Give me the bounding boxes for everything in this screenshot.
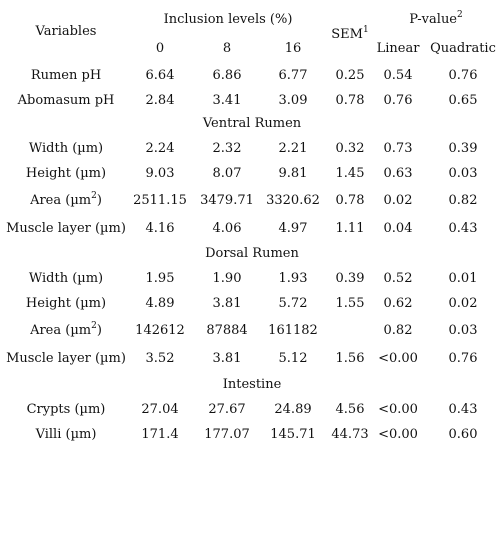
sem-value: 4.56 — [335, 402, 365, 417]
value-level-0: 4.89 — [145, 296, 175, 311]
value-level-0: 2.84 — [145, 93, 175, 108]
section-heading: Dorsal Rumen — [205, 246, 299, 261]
value-level-8: 2.32 — [212, 141, 242, 156]
section-heading: Ventral Rumen — [202, 116, 302, 131]
sem-value: 0.39 — [335, 271, 365, 286]
linear-value: <0.00 — [378, 351, 418, 366]
value-level-16: 5.12 — [278, 351, 308, 366]
value-level-16: 9.81 — [278, 166, 308, 181]
row-label: Area (µm$^2$) — [30, 191, 102, 208]
linear-value: 0.54 — [383, 68, 413, 83]
sem-value: 0.78 — [335, 93, 365, 108]
linear-value: 0.82 — [383, 323, 413, 338]
value-level-0: 142612 — [135, 323, 185, 338]
value-level-8: 3.81 — [212, 351, 242, 366]
value-level-8: 27.67 — [208, 402, 246, 417]
linear-value: 0.76 — [383, 93, 413, 108]
value-level-0: 2.24 — [145, 141, 175, 156]
quadratic-value: 0.03 — [448, 323, 478, 338]
quadratic-value: 0.43 — [448, 402, 478, 417]
value-level-0: 4.16 — [145, 221, 175, 236]
row-label: Area (µm$^2$) — [30, 321, 102, 338]
row-label: Height (µm) — [25, 166, 107, 181]
quadratic-value: 0.82 — [448, 193, 478, 208]
pvalue-footnote: 2 — [457, 10, 463, 20]
quadratic-value: 0.03 — [448, 166, 478, 181]
sem-value: 1.55 — [335, 296, 365, 311]
row-label: Height (µm) — [25, 296, 107, 311]
quadratic-value: 0.65 — [448, 93, 478, 108]
sem-value: 0.78 — [335, 193, 365, 208]
value-level-0: 3.52 — [145, 351, 175, 366]
value-level-8: 8.07 — [212, 166, 242, 181]
value-level-8: 6.86 — [212, 68, 242, 83]
header-level-16: 16 — [284, 41, 302, 56]
linear-value: <0.00 — [378, 402, 418, 417]
row-label: Rumen pH — [30, 68, 102, 83]
section-heading: Intestine — [222, 377, 282, 392]
value-level-16: 161182 — [268, 323, 318, 338]
quadratic-value: 0.76 — [448, 351, 478, 366]
linear-value: 0.52 — [383, 271, 413, 286]
header-level-8: 8 — [222, 41, 232, 56]
value-level-16: 6.77 — [278, 68, 308, 83]
row-label: Width (µm) — [28, 141, 104, 156]
value-level-8: 1.90 — [212, 271, 242, 286]
sem-value: 1.11 — [335, 221, 365, 236]
value-level-8: 177.07 — [204, 427, 250, 442]
header-level-0: 0 — [155, 41, 165, 56]
value-level-0: 171.4 — [141, 427, 179, 442]
header-quadratic: Quadratic — [430, 41, 496, 56]
value-level-8: 87884 — [206, 323, 248, 338]
unit-exponent: 2 — [91, 321, 97, 331]
value-level-0: 1.95 — [145, 271, 175, 286]
sem-value: 0.25 — [335, 68, 365, 83]
value-level-16: 2.21 — [278, 141, 308, 156]
value-level-8: 3479.71 — [200, 193, 254, 208]
sem-value: 1.45 — [335, 166, 365, 181]
value-level-16: 1.93 — [278, 271, 308, 286]
linear-value: 0.02 — [383, 193, 413, 208]
value-level-16: 3.09 — [278, 93, 308, 108]
header-pvalue: P-value$^2$ — [409, 10, 463, 27]
row-label: Width (µm) — [28, 271, 104, 286]
sem-value: 44.73 — [331, 427, 369, 442]
sem-footnote: 1 — [362, 25, 369, 35]
row-label: Crypts (µm) — [26, 402, 106, 417]
value-level-0: 2511.15 — [133, 193, 187, 208]
quadratic-value: 0.60 — [448, 427, 478, 442]
quadratic-value: 0.39 — [448, 141, 478, 156]
sem-value: 1.56 — [335, 351, 365, 366]
value-level-8: 4.06 — [212, 221, 242, 236]
header-inclusion-levels: Inclusion levels (%) — [163, 12, 293, 27]
value-level-16: 5.72 — [278, 296, 308, 311]
row-label: Muscle layer (µm) — [6, 221, 126, 236]
header-linear: Linear — [376, 41, 420, 56]
value-level-16: 3320.62 — [266, 193, 320, 208]
value-level-0: 6.64 — [145, 68, 175, 83]
value-level-16: 145.71 — [270, 427, 316, 442]
unit-exponent: 2 — [91, 191, 97, 201]
value-level-16: 24.89 — [274, 402, 312, 417]
quadratic-value: 0.76 — [448, 68, 478, 83]
row-label: Abomasum pH — [17, 93, 115, 108]
quadratic-value: 0.01 — [448, 271, 478, 286]
row-label: Villi (µm) — [35, 427, 97, 442]
quadratic-value: 0.02 — [448, 296, 478, 311]
value-level-8: 3.41 — [212, 93, 242, 108]
linear-value: 0.63 — [383, 166, 413, 181]
value-level-0: 27.04 — [141, 402, 179, 417]
linear-value: 0.73 — [383, 141, 413, 156]
value-level-0: 9.03 — [145, 166, 175, 181]
quadratic-value: 0.43 — [448, 221, 478, 236]
linear-value: 0.04 — [383, 221, 413, 236]
value-level-8: 3.81 — [212, 296, 242, 311]
linear-value: 0.62 — [383, 296, 413, 311]
header-variables: Variables — [35, 24, 97, 39]
header-sem: SEM$^1$ — [331, 25, 369, 42]
row-label: Muscle layer (µm) — [6, 351, 126, 366]
value-level-16: 4.97 — [278, 221, 308, 236]
sem-value: 0.32 — [335, 141, 365, 156]
linear-value: <0.00 — [378, 427, 418, 442]
